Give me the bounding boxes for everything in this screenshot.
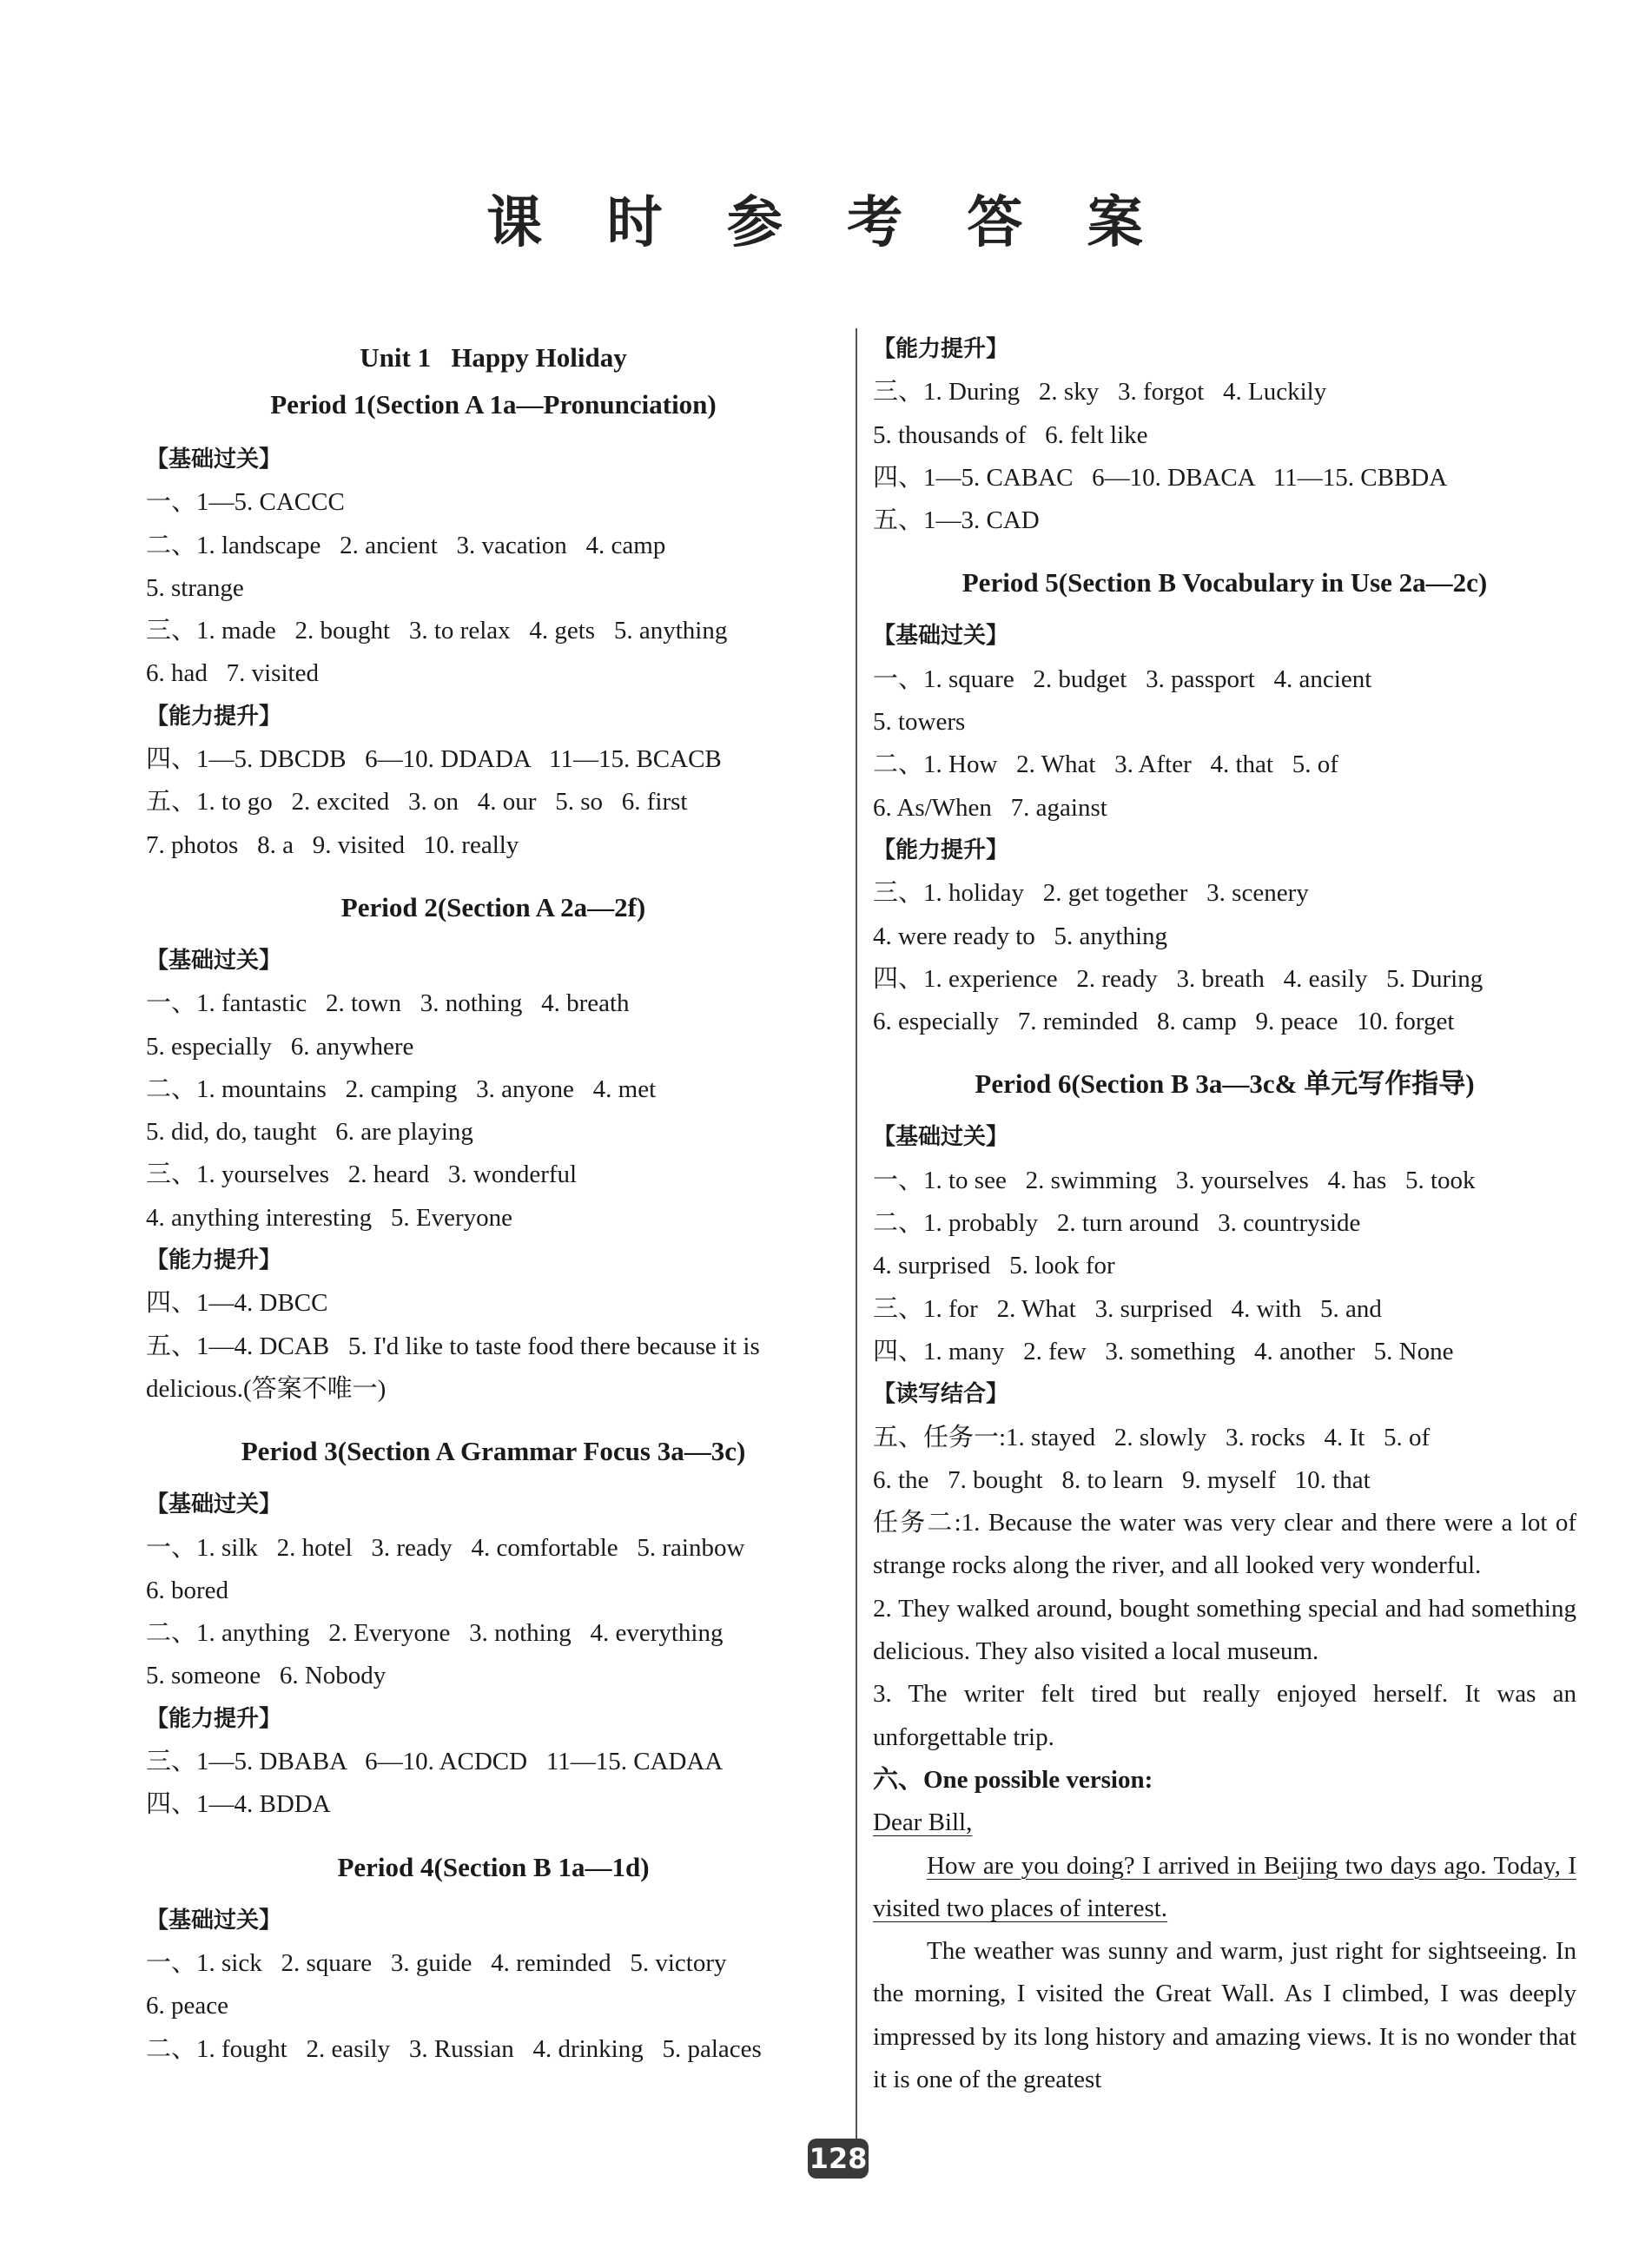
letter-greeting: Dear Bill, [873, 1808, 973, 1837]
answer-line: 五、1—3. CAD [873, 506, 1040, 535]
answer-line: 6. peace [146, 1992, 228, 2020]
writing-label [873, 1759, 1576, 1802]
answer-line: 四、1—5. DBCDB 6—10. DDADA 11—15. BCACB [146, 745, 722, 774]
page-title: 课 时 参 考 答 案 [486, 190, 1166, 255]
section-label: 【基础过关】 [146, 1491, 282, 1518]
answer-line: 一、1. silk 2. hotel 3. ready 4. comfortable 5. rainbow [146, 1533, 745, 1562]
period-6-title: Period 6(Section B 3a—3c& 单元写作指导) [975, 1068, 1475, 1100]
answer-line: 6. bored [146, 1576, 229, 1604]
period-3-title: Period 3(Section A Grammar Focus 3a—3c) [241, 1436, 746, 1467]
answer-line: 四、1. many 2. few 3. something 4. another 5. None [873, 1337, 1454, 1365]
page-number: 128 [808, 2139, 869, 2179]
answer-line: 二、1. How 2. What 3. After 4. that 5. of [873, 750, 1338, 779]
writing-label-text: 六、One possible version: [873, 1765, 1153, 1794]
section-label: 【读写结合】 [873, 1381, 1009, 1408]
section-label: 【能力提升】 [146, 1247, 282, 1274]
answer-line: 二、1. probably 2. turn around 3. countryside [873, 1209, 1361, 1238]
answer-line: 7. photos 8. a 9. visited 10. really [146, 830, 519, 859]
period-5-answers [873, 615, 1576, 1043]
answer-line: 5. especially 6. anywhere [146, 1032, 414, 1061]
answer-line: 5. towers [873, 708, 966, 737]
period-5-title: Period 5(Section B Vocabulary in Use 2a—2c) [961, 567, 1488, 598]
section-label: 【基础过关】 [146, 1907, 282, 1934]
answer-line: 5. strange [146, 573, 244, 602]
answer-line: 三、1. made 2. bought 3. to relax 4. gets 5. anything [146, 617, 728, 645]
section-label: 【基础过关】 [873, 623, 1009, 650]
answer-line: 三、1. yourselves 2. heard 3. wonderful [146, 1160, 578, 1189]
answer-line: 二、1. mountains 2. camping 3. anyone 4. met [146, 1074, 657, 1103]
answer-line: 三、1—5. DBABA 6—10. ACDCD 11—15. CADAA [146, 1748, 724, 1776]
right-column [873, 328, 1576, 2101]
answer-line: 二、1. anything 2. Everyone 3. nothing 4. everything [146, 1619, 724, 1648]
answer-line: 4. anything interesting 5. Everyone [146, 1203, 513, 1232]
period-4-title: Period 4(Section B 1a—1d) [337, 1851, 650, 1882]
unit-title: Unit 1 Happy Holiday [360, 342, 627, 373]
task-2-answer-3: 3. The writer felt tired but really enjoyed herself. It was an unforgettable trip. [873, 1680, 1576, 1751]
answer-line: 4. surprised 5. look for [873, 1252, 1115, 1280]
period-1-answers [146, 439, 841, 867]
answer-line: 三、1. for 2. What 3. surprised 4. with 5. and [873, 1294, 1382, 1323]
column-divider [856, 328, 857, 2152]
answer-line: 四、1—4. BDDA [146, 1790, 331, 1819]
period-6-answers [873, 1116, 1576, 1502]
answer-line: 五、任务一:1. stayed 2. slowly 3. rocks 4. It 5. of [873, 1423, 1431, 1451]
period-2-answers [146, 940, 841, 1411]
left-column [146, 334, 841, 2071]
answer-line: 6. the 7. bought 8. to learn 9. myself 10. that [873, 1465, 1371, 1494]
period-1-title: Period 1(Section A 1a—Pronunciation) [270, 389, 717, 420]
answer-line: 五、1. to go 2. excited 3. on 4. our 5. so 6. first [146, 788, 688, 817]
answer-line: 一、1. fantastic 2. town 3. nothing 4. breath [146, 989, 630, 1018]
answer-line: 五、1—4. DCAB 5. I'd like to taste food there because it is [146, 1332, 760, 1360]
answer-line: 四、1—4. DBCC [146, 1289, 328, 1318]
section-label: 【能力提升】 [873, 836, 1009, 863]
letter-paragraph-1: How are you doing? I arrived in Beijing two days ago. Today, I visited two places of interest. [873, 1851, 1576, 1922]
answer-line: 二、1. fought 2. easily 3. Russian 4. drinking 5. palaces [146, 2034, 762, 2063]
letter-paragraph-2: The weather was sunny and warm, just right for sightseeing. In the morning, I visited the Great Wall. As I climbed, I was deeply impressed by its long history and amazing views. It is no wonder that it is one of the greatest [873, 1937, 1576, 2093]
answer-line: delicious.(答案不唯一) [146, 1374, 387, 1403]
section-label: 【基础过关】 [146, 446, 282, 473]
task-2-answer-1: 任务二:1. Because the water was very clear and there were a lot of strange rocks along the river, and all looked very wonderful. [873, 1509, 1576, 1580]
answer-line: 6. especially 7. reminded 8. camp 9. peace 10. forget [873, 1008, 1455, 1036]
answer-line: 一、1. square 2. budget 3. passport 4. ancient [873, 664, 1372, 693]
section-label: 【基础过关】 [146, 947, 282, 974]
period-3-answers [146, 1484, 841, 1826]
section-label: 【基础过关】 [873, 1124, 1009, 1151]
answer-line: 三、1. During 2. sky 3. forgot 4. Luckily [873, 378, 1327, 407]
answer-line: 一、1. sick 2. square 3. guide 4. reminded 5. victory [146, 1948, 727, 1977]
task-2-answer-2: 2. They walked around, bought something special and had something delicious. They also visited a local museum. [873, 1594, 1576, 1666]
section-label: 【能力提升】 [146, 1705, 282, 1732]
period-4-answers-continued [873, 328, 1576, 542]
answer-line: 5. someone 6. Nobody [146, 1662, 387, 1690]
period-2-title: Period 2(Section A 2a—2f) [340, 891, 646, 922]
answer-line: 5. thousands of 6. felt like [873, 420, 1148, 449]
answer-line: 三、1. holiday 2. get together 3. scenery [873, 879, 1309, 908]
answer-line: 四、1. experience 2. ready 3. breath 4. easily 5. During [873, 964, 1483, 993]
answer-line: 二、1. landscape 2. ancient 3. vacation 4. camp [146, 531, 666, 559]
answer-line: 4. were ready to 5. anything [873, 922, 1168, 950]
period-4-answers [146, 1900, 841, 2071]
answer-line: 一、1—5. CACCC [146, 488, 345, 517]
answer-line: 6. had 7. visited [146, 659, 319, 688]
answer-line: 6. As/When 7. against [873, 793, 1107, 822]
section-label: 【能力提升】 [146, 703, 282, 730]
answer-line: 5. did, do, taught 6. are playing [146, 1118, 473, 1147]
answer-line: 四、1—5. CABAC 6—10. DBACA 11—15. CBBDA [873, 463, 1448, 492]
answer-line: 一、1. to see 2. swimming 3. yourselves 4. has 5. took [873, 1166, 1476, 1194]
section-label: 【能力提升】 [873, 336, 1009, 362]
